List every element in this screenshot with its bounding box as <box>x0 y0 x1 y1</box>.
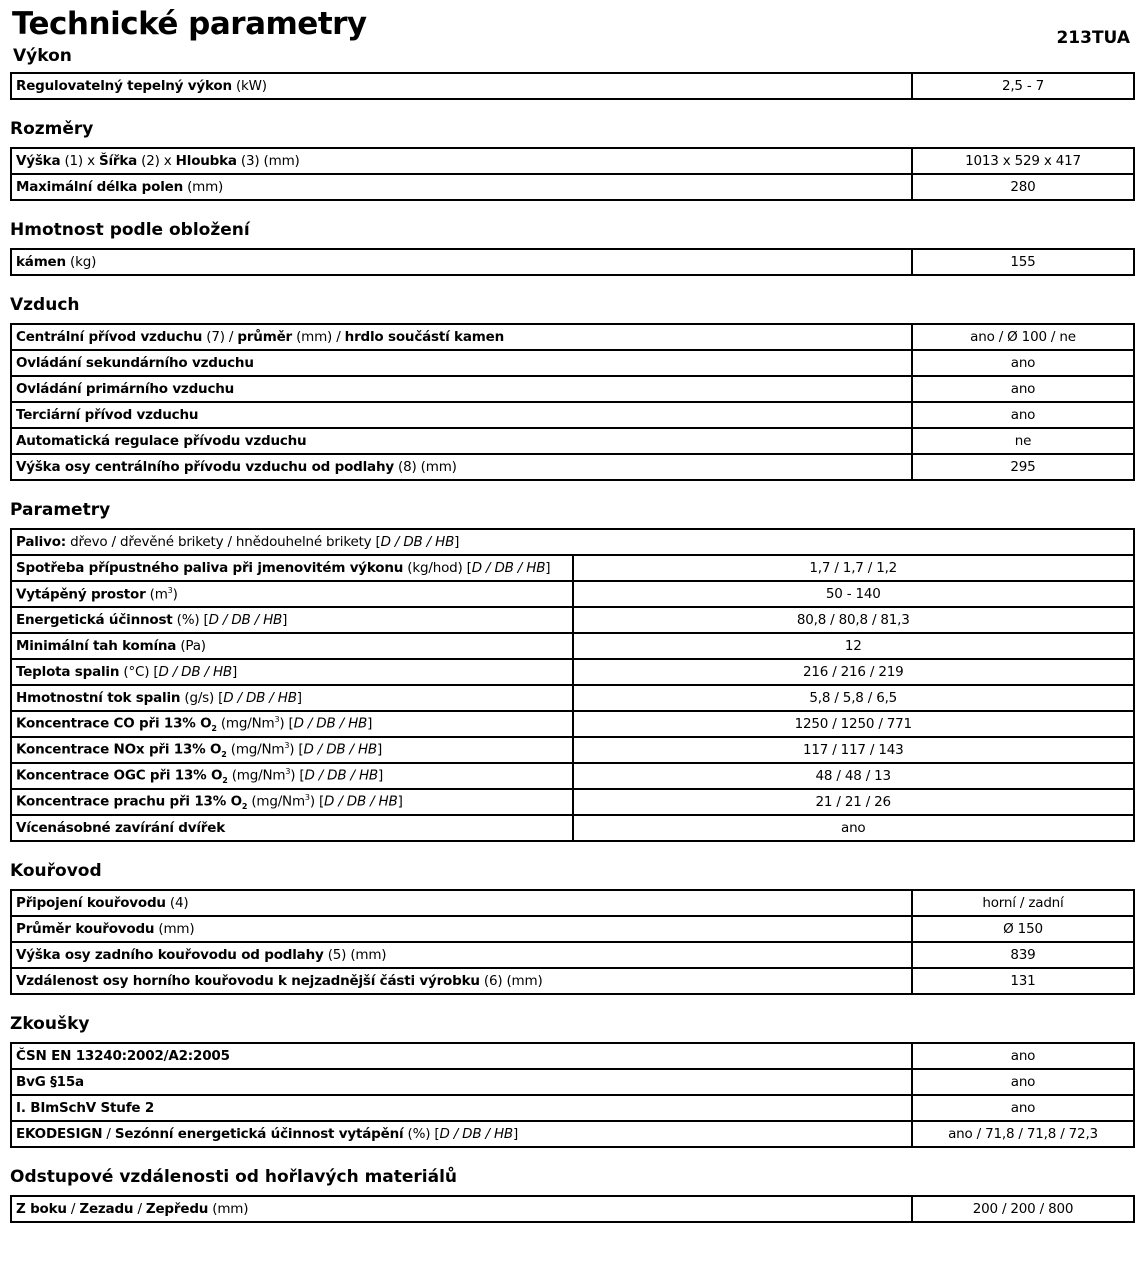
param-label <box>11 1196 912 1222</box>
section-heading <box>10 100 1135 147</box>
section-heading <box>10 201 1135 248</box>
param-label <box>11 529 1134 555</box>
label-segment: D / DB / HB <box>324 793 398 810</box>
label-segment: Zepředu <box>145 1201 209 1217</box>
section-heading-text: Výkon <box>13 46 72 66</box>
label-segment: D / DB / HB <box>223 690 297 706</box>
label-segment: Koncentrace NOx při 13% O <box>16 741 222 758</box>
param-value: 48 / 48 / 13 <box>573 763 1135 789</box>
table-row <box>11 249 1134 275</box>
section-heading <box>10 995 1135 1042</box>
label-segment: 2 <box>222 776 228 786</box>
table-row <box>11 1196 1134 1222</box>
param-value: 117 / 117 / 143 <box>573 737 1135 763</box>
label-segment: (7) / <box>202 329 238 345</box>
table-row <box>11 1095 1134 1121</box>
param-label <box>11 737 573 763</box>
label-segment: hrdlo součástí kamen <box>344 329 504 345</box>
label-segment: D / DB / HB <box>439 1126 513 1142</box>
label-segment: / <box>133 1201 146 1217</box>
label-segment: (4) <box>165 895 189 911</box>
param-value: ano <box>912 1095 1134 1121</box>
label-segment: Koncentrace CO při 13% O <box>16 715 212 732</box>
section-heading <box>10 44 1135 72</box>
section-heading <box>10 842 1135 889</box>
param-value: ano <box>912 376 1134 402</box>
label-segment: (kg) <box>65 254 97 270</box>
param-label <box>11 148 912 174</box>
param-label <box>11 890 912 916</box>
param-value: ano <box>912 1069 1134 1095</box>
page-title: Technické parametry <box>12 6 367 42</box>
param-value: ano / Ø 100 / ne <box>912 324 1134 350</box>
label-segment: Minimální tah komína <box>16 638 177 654</box>
spec-table <box>10 323 1135 481</box>
label-segment: I. BImSchV Stufe 2 <box>16 1100 155 1116</box>
param-value: 131 <box>912 968 1134 994</box>
param-label <box>11 350 912 376</box>
param-label <box>11 555 573 581</box>
label-segment: (2) x <box>137 153 176 169</box>
label-segment: ] <box>545 560 551 576</box>
param-label <box>11 454 912 480</box>
label-segment: / <box>102 1126 115 1142</box>
table-row <box>11 763 1134 789</box>
label-segment: / <box>66 1201 80 1217</box>
label-segment: (mg/Nm <box>226 741 285 758</box>
spec-table <box>10 889 1135 995</box>
model-code: 213TUA <box>1056 28 1130 48</box>
param-value: Ø 150 <box>912 916 1134 942</box>
label-segment: (Pa) <box>176 638 206 654</box>
label-segment: ] <box>512 1126 519 1142</box>
param-label <box>11 324 912 350</box>
param-label <box>11 942 912 968</box>
label-segment: Hloubka <box>175 153 237 169</box>
table-row <box>11 633 1134 659</box>
label-segment: Regulovatelný tepelný výkon <box>16 78 232 94</box>
label-segment: D / DB / HB <box>293 715 368 732</box>
table-row <box>11 968 1134 994</box>
table-row <box>11 376 1134 402</box>
label-segment: (g/s) [ <box>180 690 224 706</box>
label-segment: Z boku <box>16 1201 67 1217</box>
param-value: ano <box>912 1043 1134 1069</box>
label-segment: (kW) <box>231 78 267 94</box>
label-segment: 3 <box>284 740 290 750</box>
param-value: 21 / 21 / 26 <box>573 789 1135 815</box>
label-segment: Vícenásobné zavírání dvířek <box>16 820 225 836</box>
param-value: 80,8 / 80,8 / 81,3 <box>573 607 1135 633</box>
table-row <box>11 73 1134 99</box>
param-value: 155 <box>912 249 1134 275</box>
label-segment: (mm) / <box>292 329 345 345</box>
table-row <box>11 428 1134 454</box>
label-segment: Hmotnostní tok spalin <box>16 690 181 706</box>
param-label <box>11 249 912 275</box>
label-segment: ] <box>367 715 373 732</box>
label-segment: (8) (mm) <box>393 459 457 475</box>
label-segment: Ovládání primárního vzduchu <box>16 381 235 397</box>
table-row <box>11 815 1134 841</box>
section-heading-text: Hmotnost podle obložení <box>10 220 250 240</box>
label-segment: D / DB / HB <box>304 767 378 784</box>
label-segment: Šířka <box>98 153 138 169</box>
label-segment: Koncentrace prachu při 13% O <box>16 793 242 810</box>
label-segment: Automatická regulace přívodu vzduchu <box>16 433 307 449</box>
label-segment: Ovládání sekundárního vzduchu <box>16 355 254 371</box>
label-segment: (mg/Nm <box>247 793 305 810</box>
param-value: 280 <box>912 174 1134 200</box>
param-label <box>11 607 573 633</box>
param-label <box>11 789 573 815</box>
label-segment: (m <box>145 586 168 603</box>
label-segment: 2 <box>221 750 227 760</box>
label-segment: Centrální přívod vzduchu <box>16 329 203 345</box>
section-heading-text: Rozměry <box>10 119 94 139</box>
param-label <box>11 659 573 685</box>
section-heading-text: Odstupové vzdálenosti od hořlavých materiálů <box>10 1167 458 1187</box>
section-heading-text: Zkoušky <box>10 1014 90 1034</box>
param-value: 839 <box>912 942 1134 968</box>
label-segment: Výška osy zadního kouřovodu od podlahy <box>16 947 324 963</box>
label-segment: Výška <box>16 153 61 169</box>
table-row <box>11 324 1134 350</box>
label-segment: Energetická účinnost <box>16 612 173 628</box>
param-value: ne <box>912 428 1134 454</box>
label-segment: ] <box>377 767 384 784</box>
param-label <box>11 1043 912 1069</box>
label-segment: Výška osy centrálního přívodu vzduchu od podlahy <box>16 459 394 475</box>
table-row <box>11 737 1134 763</box>
param-label <box>11 1121 912 1147</box>
param-value: 295 <box>912 454 1134 480</box>
label-segment: Palivo: <box>16 534 66 550</box>
label-segment: Sezónní energetická účinnost vytápění <box>114 1126 404 1142</box>
table-row <box>11 916 1134 942</box>
table-row <box>11 581 1134 607</box>
label-segment: kámen <box>16 254 66 270</box>
label-segment: Koncentrace OGC při 13% O <box>16 767 223 784</box>
label-segment: (kg/hod) [ <box>403 560 472 576</box>
label-segment: (mm) <box>208 1201 249 1217</box>
section-heading <box>10 481 1135 528</box>
table-row <box>11 789 1134 815</box>
label-segment: D / DB / HB <box>471 560 546 576</box>
param-label <box>11 711 573 737</box>
table-row <box>11 148 1134 174</box>
label-segment: EKODESIGN <box>16 1126 103 1142</box>
param-label <box>11 1095 912 1121</box>
table-row <box>11 942 1134 968</box>
spec-table <box>10 528 1135 842</box>
table-row <box>11 454 1134 480</box>
spec-sections <box>10 44 1135 1223</box>
table-row <box>11 711 1134 737</box>
param-value: horní / zadní <box>912 890 1134 916</box>
param-label <box>11 376 912 402</box>
spec-table <box>10 72 1135 100</box>
label-segment: Maximální délka polen <box>16 179 183 195</box>
table-row <box>11 607 1134 633</box>
label-segment: BvG §15a <box>16 1074 84 1090</box>
label-segment: Spotřeba přípustného paliva při jmenovitém výkonu <box>16 560 404 576</box>
table-row <box>11 685 1134 711</box>
param-value: 1013 x 529 x 417 <box>912 148 1134 174</box>
param-label <box>11 1069 912 1095</box>
param-value: 216 / 216 / 219 <box>573 659 1135 685</box>
label-segment: (mg/Nm <box>216 715 275 732</box>
label-segment: Vytápěný prostor <box>16 586 146 603</box>
param-label <box>11 174 912 200</box>
label-segment: ) [ <box>289 741 304 758</box>
table-row <box>11 174 1134 200</box>
label-segment: D / DB / HB <box>303 741 377 758</box>
label-segment: ) [ <box>309 793 325 810</box>
param-value: ano <box>912 402 1134 428</box>
section-heading-text: Vzduch <box>10 295 80 315</box>
label-segment: ] <box>454 534 460 550</box>
param-label <box>11 968 912 994</box>
label-segment: ] <box>282 612 288 628</box>
table-row <box>11 529 1134 555</box>
label-segment: D / DB / HB <box>380 534 455 550</box>
param-label <box>11 685 573 711</box>
label-segment: (mg/Nm <box>227 767 286 784</box>
section-heading-text: Kouřovod <box>10 861 102 881</box>
param-value: ano <box>573 815 1135 841</box>
label-segment: (°C) [ <box>119 664 159 680</box>
label-segment: 3 <box>304 792 310 802</box>
table-row <box>11 1043 1134 1069</box>
label-segment: ČSN EN 13240:2002/A2:2005 <box>16 1048 230 1064</box>
label-segment: 2 <box>211 724 217 734</box>
section-heading <box>10 276 1135 323</box>
label-segment: ] <box>231 664 238 680</box>
section-heading-text: Parametry <box>10 500 111 520</box>
table-row <box>11 350 1134 376</box>
section-heading <box>10 1148 1135 1195</box>
param-value: 12 <box>573 633 1135 659</box>
label-segment: ] <box>296 690 302 706</box>
param-label <box>11 428 912 454</box>
table-row <box>11 659 1134 685</box>
label-segment: 3 <box>274 714 280 724</box>
label-segment: (mm) <box>183 179 224 195</box>
label-segment: (%) [ <box>403 1126 440 1142</box>
label-segment: Terciární přívod vzduchu <box>16 407 199 423</box>
label-segment: Připojení kouřovodu <box>16 895 166 911</box>
table-row <box>11 402 1134 428</box>
label-segment: ] <box>377 741 383 758</box>
label-segment: D / DB / HB <box>158 664 232 680</box>
label-segment: ) [ <box>279 715 294 732</box>
label-segment: průměr <box>237 329 292 345</box>
spec-table <box>10 1042 1135 1148</box>
label-segment: dřevo / dřevěné brikety / hnědouhelné brikety [ <box>65 534 381 550</box>
spec-table <box>10 1195 1135 1223</box>
param-value: 1250 / 1250 / 771 <box>573 711 1135 737</box>
label-segment: (3) (mm) <box>236 153 300 169</box>
param-value: 50 - 140 <box>573 581 1135 607</box>
label-segment: ] <box>397 793 403 810</box>
label-segment: 2 <box>241 802 248 812</box>
label-segment: (%) [ <box>172 612 209 628</box>
param-value: 200 / 200 / 800 <box>912 1196 1134 1222</box>
label-segment: 3 <box>285 766 291 776</box>
label-segment: ) [ <box>290 767 305 784</box>
spec-table <box>10 147 1135 201</box>
label-segment: ) <box>172 586 178 603</box>
label-segment: (5) (mm) <box>323 947 387 963</box>
table-row <box>11 1121 1134 1147</box>
label-segment: Zezadu <box>79 1201 134 1217</box>
label-segment: Teplota spalin <box>16 664 120 680</box>
label-segment: Vzdálenost osy horního kouřovodu k nejzadnější části výrobku <box>16 973 480 989</box>
label-segment: (1) x <box>60 153 99 169</box>
label-segment: D / DB / HB <box>208 612 283 628</box>
table-row <box>11 1069 1134 1095</box>
table-row <box>11 555 1134 581</box>
param-label <box>11 402 912 428</box>
param-label <box>11 916 912 942</box>
param-value: ano <box>912 350 1134 376</box>
param-label <box>11 633 573 659</box>
param-value: 5,8 / 5,8 / 6,5 <box>573 685 1135 711</box>
label-segment: 3 <box>167 585 173 595</box>
label-segment: (6) (mm) <box>479 973 543 989</box>
param-value: 1,7 / 1,7 / 1,2 <box>573 555 1135 581</box>
param-label <box>11 763 573 789</box>
label-segment: Průměr kouřovodu <box>16 921 155 937</box>
label-segment: (mm) <box>154 921 195 937</box>
param-value: 2,5 - 7 <box>912 73 1134 99</box>
param-label <box>11 581 573 607</box>
spec-table <box>10 248 1135 276</box>
param-value: ano / 71,8 / 71,8 / 72,3 <box>912 1121 1134 1147</box>
table-row <box>11 890 1134 916</box>
param-label <box>11 815 573 841</box>
param-label <box>11 73 912 99</box>
